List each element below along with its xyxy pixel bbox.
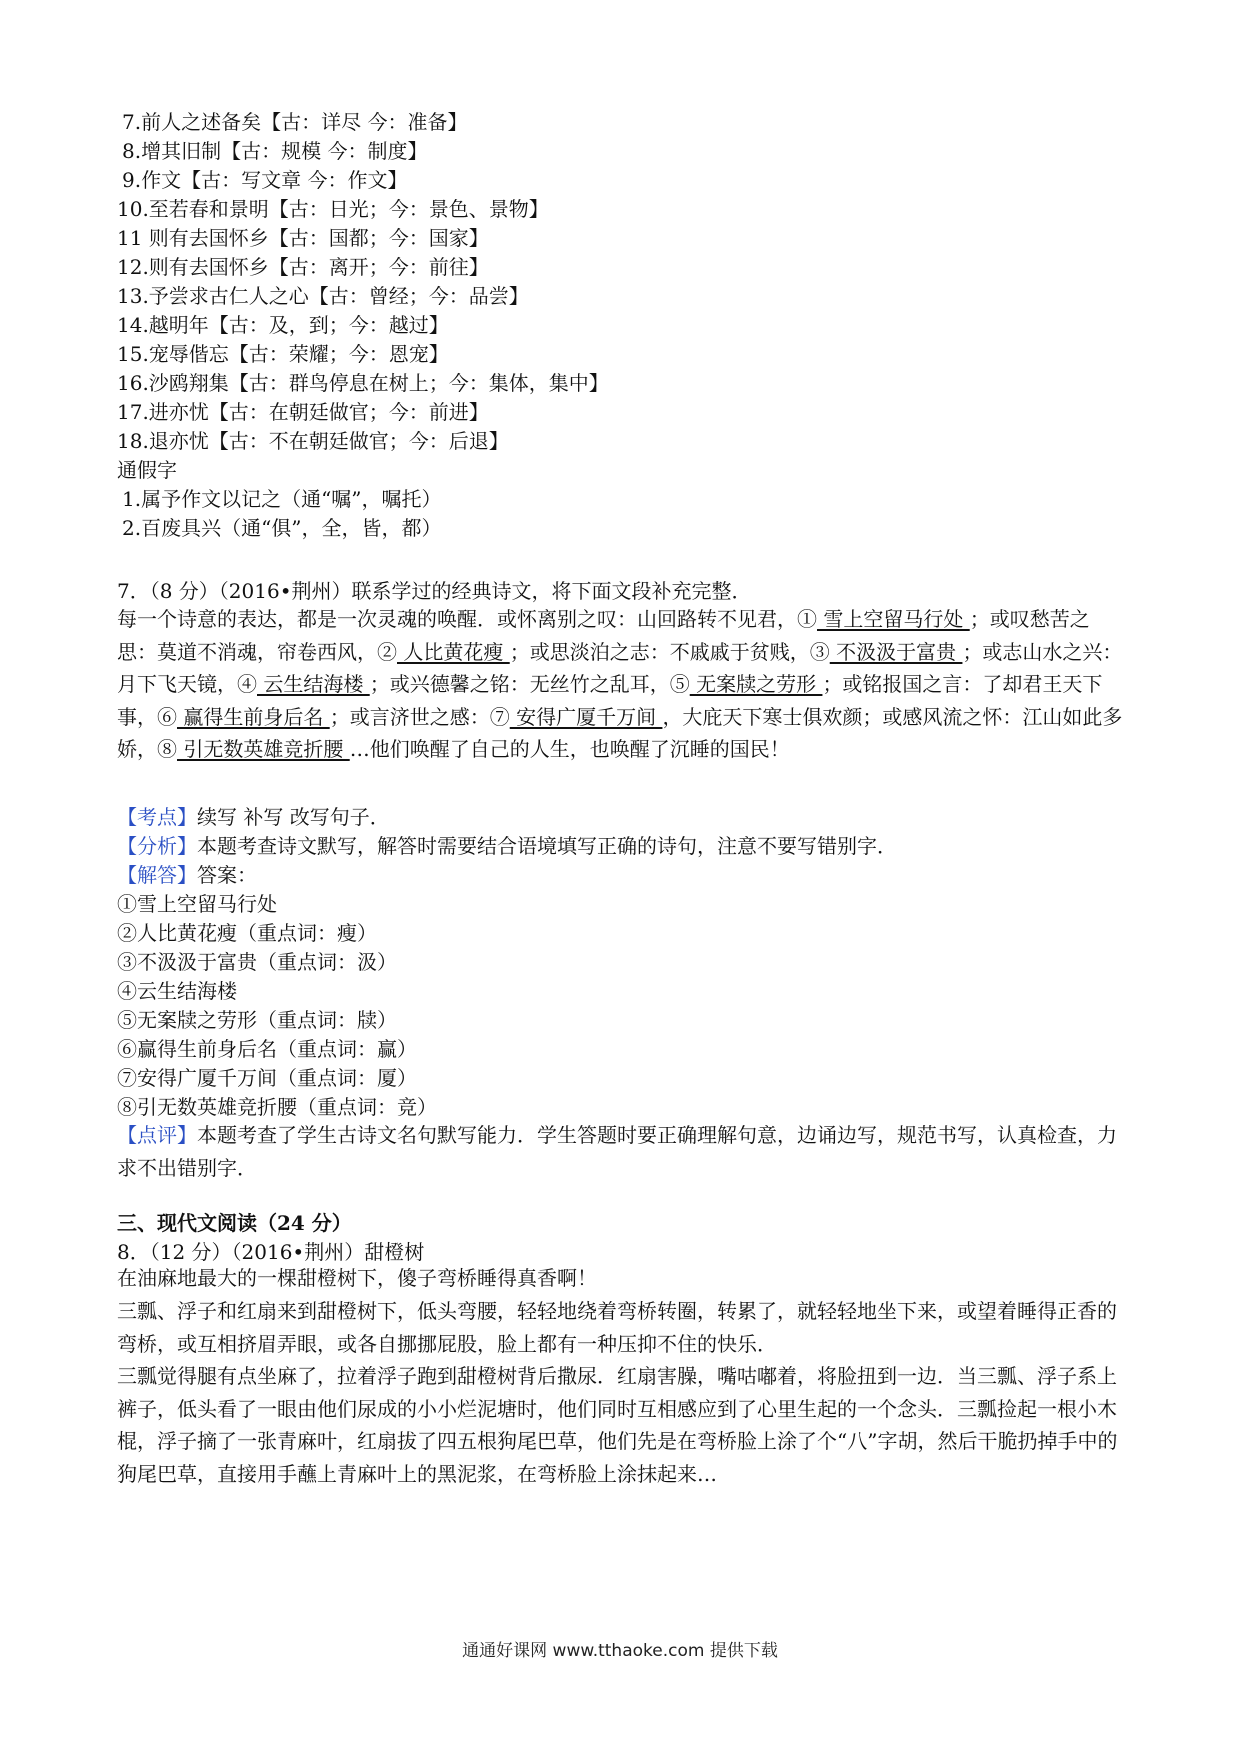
gloss-item: 12.则有去国怀乡【古：离开；今：前往】 <box>117 255 489 279</box>
dianping-text: 本题考查了学生古诗文名句默写能力．学生答题时要正确理解句意，边诵边写，规范书写，认真检查，力求不出错别字． <box>117 1123 1117 1180</box>
answer-item: ⑥赢得生前身后名（重点词：赢） <box>117 1037 417 1061</box>
gloss-item: 11 则有去国怀乡【古：国都；今：国家】 <box>117 226 489 250</box>
jieda-tag: 【解答】 <box>117 863 197 887</box>
passage-text: ；或思淡泊之志：不戚戚于贫贱，③ <box>509 639 830 664</box>
answer-blank-5: 无案牍之劳形 <box>689 672 823 696</box>
gloss-item: 16.沙鸥翔集【古：群鸟停息在树上；今：集体，集中】 <box>117 371 609 395</box>
answer-blank-1: 雪上空留马行处 <box>817 607 970 631</box>
question-7-title: 7．（8 分）（2016•荆州）联系学过的经典诗文，将下面文段补充完整． <box>117 579 752 603</box>
jieda-text: 答案： <box>197 863 257 887</box>
answer-item: ⑤无案牍之劳形（重点词：牍） <box>117 1008 397 1032</box>
passage-text: ，大庇天下寒士俱欢颜；或感风流之怀：江山如此多娇，⑧ <box>117 704 1123 761</box>
gloss-item: 7.前人之述备矣【古：详尽 今：准备】 <box>122 110 468 134</box>
passage-text: 每一个诗意的表达，都是一次灵魂的唤醒．或怀离别之叹：山回路转不见君，① <box>117 607 817 631</box>
tongjia-heading: 通假字 <box>117 458 177 482</box>
answer-blank-4: 云生结海楼 <box>257 672 370 696</box>
gloss-item: 9.作文【古：写文章 今：作文】 <box>122 168 408 192</box>
passage-text: ；或兴德馨之铭：无丝竹之乱耳，⑤ <box>369 672 690 696</box>
section-heading: 三、现代文阅读（24 分） <box>117 1211 352 1235</box>
reading-para: 三瓢觉得腿有点坐麻了，拉着浮子跑到甜橙树背后撒尿．红扇害臊，嘴咕嘟着，将脸扭到一边．当三瓢、浮子系上裤子，低头看了一眼由他们尿成的小小烂泥塘时，他们同时互相感应到了心里生起的一个念头．三瓢捡起一根小木棍，浮子摘了一张青麻叶，红扇拔了四五根狗尾巴草，他们先是在弯桥脸上涂了个“八”字胡，然后干脆扔掉手中的狗尾巴草，直接用手蘸上青麻叶上的黑泥浆，在弯桥脸上涂抹起来… <box>117 1364 1118 1486</box>
passage-text: ；或言济世之感：⑦ <box>329 704 510 729</box>
fenxi-line <box>117 832 897 860</box>
passage-text: ；或志山水之兴：月下飞天镜，④ <box>117 639 1123 696</box>
passage-text: …他们唤醒了自己的人生，也唤醒了沉睡的国民！ <box>349 737 790 761</box>
question-8-title: 8．（12 分）（2016•荆州）甜橙树 <box>117 1240 425 1264</box>
answer-blank-8: 引无数英雄竞折腰 <box>177 737 350 761</box>
kaodian-tag: 【考点】 <box>117 805 197 829</box>
gloss-item: 18.退亦忧【古：不在朝廷做官；今：后退】 <box>117 429 509 453</box>
answer-blank-3: 不汲汲于富贵 <box>829 639 963 664</box>
answer-blank-6: 赢得生前身后名 <box>177 704 330 729</box>
question-7-passage <box>117 603 1127 766</box>
dianping-para <box>117 1119 1127 1184</box>
gloss-item: 17.进亦忧【古：在朝廷做官；今：前进】 <box>117 400 489 424</box>
gloss-item: 15.宠辱偕忘【古：荣耀；今：恩宠】 <box>117 342 449 366</box>
answer-item: ①雪上空留马行处 <box>117 892 277 916</box>
tongjia-item: 1.属予作文以记之（通“嘱”，嘱托） <box>122 487 442 511</box>
gloss-item: 8.增其旧制【古：规模 今：制度】 <box>122 139 428 163</box>
answer-item: ⑦安得广厦千万间（重点词：厦） <box>117 1066 417 1090</box>
answer-item: ⑧引无数英雄竞折腰（重点词：竞） <box>117 1095 437 1119</box>
passage-text: ；或铭报国之言：了却君王天下事，⑥ <box>117 672 1103 729</box>
answer-blank-7: 安得广厦千万间 <box>509 704 663 729</box>
kaodian-text: 续写 补写 改写句子． <box>197 805 390 829</box>
reading-para: 三瓢、浮子和红扇来到甜橙树下，低头弯腰，轻轻地绕着弯桥转圈，转累了，就轻轻地坐下来，或望着睡得正香的弯桥，或互相挤眉弄眼，或各自挪挪屁股，脸上都有一种压抑不住的快乐． <box>117 1299 1117 1356</box>
dianping-tag: 【点评】 <box>117 1123 197 1147</box>
passage-text: ；或叹愁苦之思：莫道不消魂，帘卷西风，② <box>117 607 1090 664</box>
fenxi-text: 本题考查诗文默写，解答时需要结合语境填写正确的诗句，注意不要写错别字． <box>197 834 897 858</box>
answer-item: ④云生结海楼 <box>117 979 237 1003</box>
answer-item: ②人比黄花瘦（重点词：瘦） <box>117 921 377 945</box>
reading-para: 在油麻地最大的一棵甜橙树下，傻子弯桥睡得真香啊！ <box>117 1266 597 1290</box>
jieda-line <box>117 861 257 889</box>
gloss-item: 10.至若春和景明【古：日光；今：景色、景物】 <box>117 197 549 221</box>
fenxi-tag: 【分析】 <box>117 834 197 858</box>
answer-blank-2: 人比黄花瘦 <box>397 639 510 664</box>
gloss-item: 13.予尝求古仁人之心【古：曾经；今：品尝】 <box>117 284 529 308</box>
gloss-item: 14.越明年【古：及，到；今：越过】 <box>117 313 449 337</box>
page-footer: 通通好课网 www.tthaoke.com 提供下载 <box>462 1641 778 1661</box>
tongjia-item: 2.百废具兴（通“俱”，全，皆，都） <box>122 516 442 540</box>
kaodian-line <box>117 803 390 831</box>
answer-item: ③不汲汲于富贵（重点词：汲） <box>117 950 397 974</box>
